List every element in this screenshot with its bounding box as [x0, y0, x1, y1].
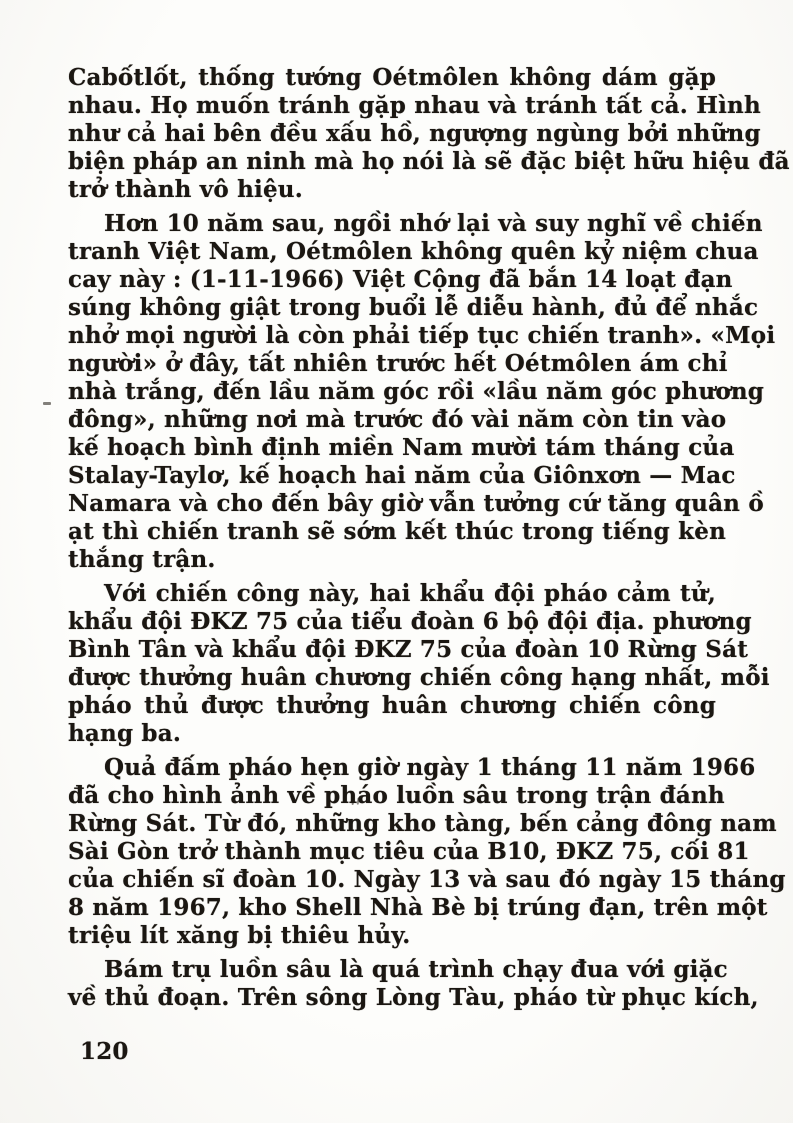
scan-artifact [43, 402, 51, 405]
text-line: 8 năm 1967, kho Shell Nhà Bè bị trúng đạn, trên một [68, 894, 768, 921]
text-line: nhà trắng, đến lầu năm góc rồi «lầu năm góc phương [68, 378, 765, 405]
paragraph [68, 956, 759, 1012]
text-line: kế hoạch bình định miền Nam mười tám tháng của [68, 434, 735, 461]
text-line: đông», những nơi mà trước đó vài năm còn tin vào [68, 406, 727, 433]
page-number: 120 [80, 1038, 129, 1065]
text-line: Cabốtlốt, thống tướng Oétmôlen không dám gặp [68, 64, 716, 91]
text-line: cay này : (1-11-1966) Việt Cộng đã bắn 14 loạt đạn [68, 266, 733, 293]
text-line: Bám trụ luồn sâu là quá trình chạy đua với giặc [104, 956, 728, 983]
paragraph [68, 754, 786, 950]
text-line: được thưởng huân chương chiến công hạng nhất, mỗi [68, 664, 770, 691]
text-line: Rừng Sát. Từ đó, những kho tàng, bến cảng đông nam [68, 810, 777, 837]
text-line: về thủ đoạn. Trên sông Lòng Tàu, pháo từ phục kích, [68, 984, 759, 1011]
text-line: Sài Gòn trở thành mục tiêu của B10, ĐKZ 75, cối 81 [68, 838, 750, 865]
text-line: người» ở đây, tất nhiên trước hết Oétmôlen ám chỉ [68, 350, 728, 377]
text-line: thắng trận. [68, 546, 216, 573]
text-line: pháo thủ được thưởng huân chương chiến công [68, 692, 716, 719]
paragraph [68, 64, 790, 204]
text-line: biện pháp an ninh mà họ nói là sẽ đặc biệt hữu hiệu đã [68, 148, 790, 175]
text-line: nhở mọi người là còn phải tiếp tục chiến tranh». «Mọi [68, 322, 776, 349]
text-line: Với chiến công này, hai khẩu đội pháo cảm tử, [104, 580, 716, 607]
text-line: của chiến sĩ đoàn 10. Ngày 13 và sau đó ngày 15 tháng [68, 866, 786, 893]
text-line: Namara và cho đến bây giờ vẫn tưởng cứ tăng quân ồ [68, 490, 764, 517]
paragraph [68, 210, 776, 574]
text-line: khẩu đội ĐKZ 75 của tiểu đoàn 6 bộ đội địa. phương [68, 608, 752, 635]
text-line: ạt thì chiến tranh sẽ sớm kết thúc trong tiếng kèn [68, 518, 727, 545]
text-line: tranh Việt Nam, Oétmôlen không quên kỷ niệm chua [68, 238, 759, 265]
text-line: Quả đấm pháo hẹn giờ ngày 1 tháng 11 năm 1966 [104, 754, 756, 781]
text-line: Hơn 10 năm sau, ngồi nhớ lại và suy nghĩ về chiến [104, 210, 763, 237]
text-line: như cả hai bên đều xấu hồ, ngượng ngùng bởi những [68, 120, 761, 147]
text-line: hạng ba. [68, 720, 182, 747]
text-line: nhau. Họ muốn tránh gặp nhau và tránh tất cả. Hình [68, 92, 761, 119]
text-line: súng không giật trong buổi lễ diễu hành, đủ để nhắc [68, 294, 759, 321]
text-block [68, 64, 790, 1066]
text-line: trở thành vô hiệu. [68, 176, 303, 203]
text-line: đã cho hình ảnh về pháo luồn sâu trong trận đánh [68, 782, 725, 809]
text-line: Bình Tân và khẩu đội ĐKZ 75 của đoàn 10 Rừng Sát [68, 636, 749, 663]
paragraph [68, 580, 770, 748]
text-line: triệu lít xăng bị thiêu hủy. [68, 922, 411, 949]
text-line: Stalay-Taylơ, kế hoạch hai năm của Giônxơn — Mac [68, 462, 736, 489]
